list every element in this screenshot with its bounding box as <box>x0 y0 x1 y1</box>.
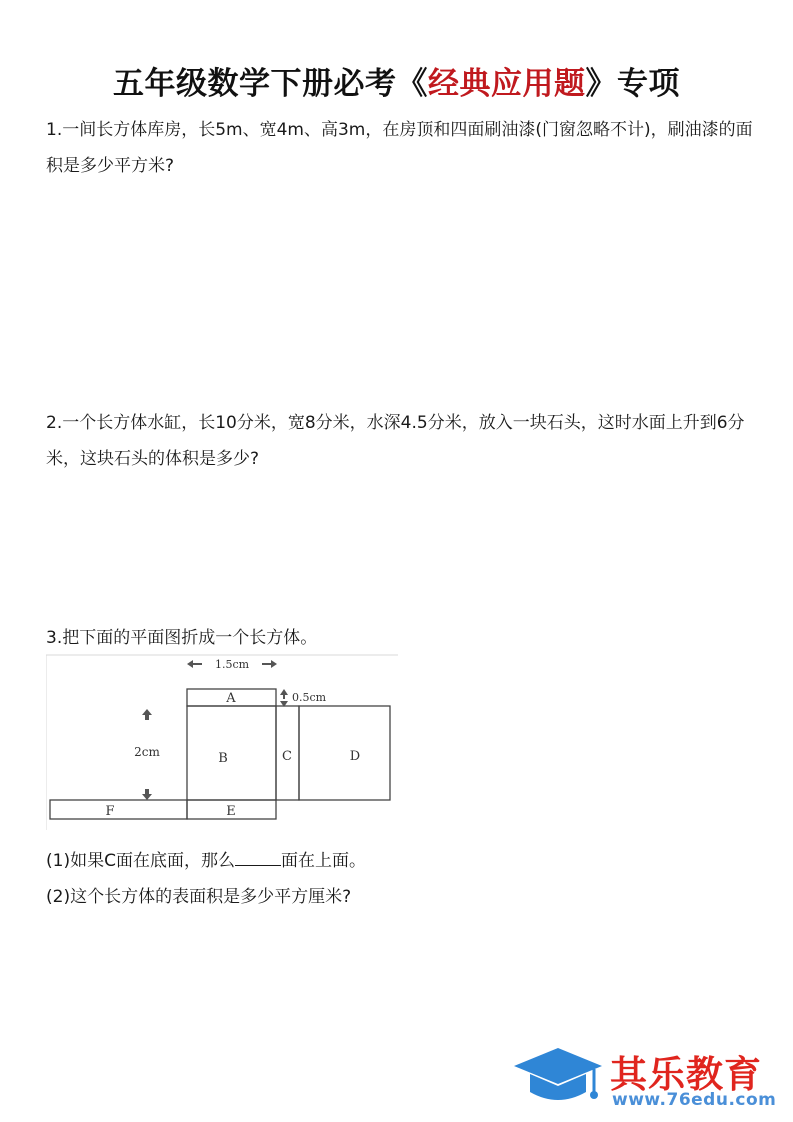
face-d-label: D <box>349 749 361 764</box>
face-e-label: E <box>226 804 236 819</box>
question-3: 3.把下面的平面图折成一个长方体。 <box>46 628 318 648</box>
face-b <box>187 706 276 800</box>
brand-logo <box>510 1040 790 1118</box>
question-3-part-2: (2)这个长方体的表面积是多少平方厘米? <box>46 887 352 907</box>
sub1-after: 面在上面。 <box>280 851 366 871</box>
thickness-arrow-up-icon <box>280 689 288 699</box>
face-d <box>299 706 390 800</box>
title-suffix: 》专项 <box>585 66 680 102</box>
height-arrow-down-icon <box>142 789 152 800</box>
thickness-label: 0.5cm <box>292 691 327 704</box>
face-c-label: C <box>282 749 292 764</box>
face-a-label: A <box>226 691 236 706</box>
question-2: 2.一个长方体水缸，长10分米，宽8分米，水深4.5分米，放入一块石头，这时水面上升到6分米，这块石头的体积是多少? <box>46 413 745 469</box>
brand-name: 其乐教育 <box>610 1053 762 1096</box>
brand-url: www.76edu.com <box>612 1090 777 1110</box>
height-arrow-up-icon <box>142 709 152 720</box>
page-title <box>0 58 793 103</box>
width-label: 1.5cm <box>214 658 250 671</box>
face-f <box>50 800 187 819</box>
height-label: 2cm <box>134 745 160 759</box>
graduation-cap-icon <box>510 1044 606 1114</box>
answer-blank <box>235 847 281 866</box>
question-3-part-1 <box>46 844 366 878</box>
width-arrow-right-icon <box>262 660 277 668</box>
width-arrow-left-icon <box>187 660 202 668</box>
cuboid-net-diagram <box>46 654 398 830</box>
question-1: 1.一间长方体库房，长5m、宽4m、高3m，在房顶和四面刷油漆(门窗忽略不计)，刷油漆的面积是多少平方米? <box>46 120 753 176</box>
face-f-label: F <box>105 804 115 819</box>
title-prefix: 五年级数学下册必考《 <box>113 66 428 102</box>
face-b-label: B <box>218 751 228 766</box>
title-highlight: 经典应用题 <box>428 66 586 102</box>
sub1-before: (1)如果C面在底面，那么 <box>46 851 235 871</box>
